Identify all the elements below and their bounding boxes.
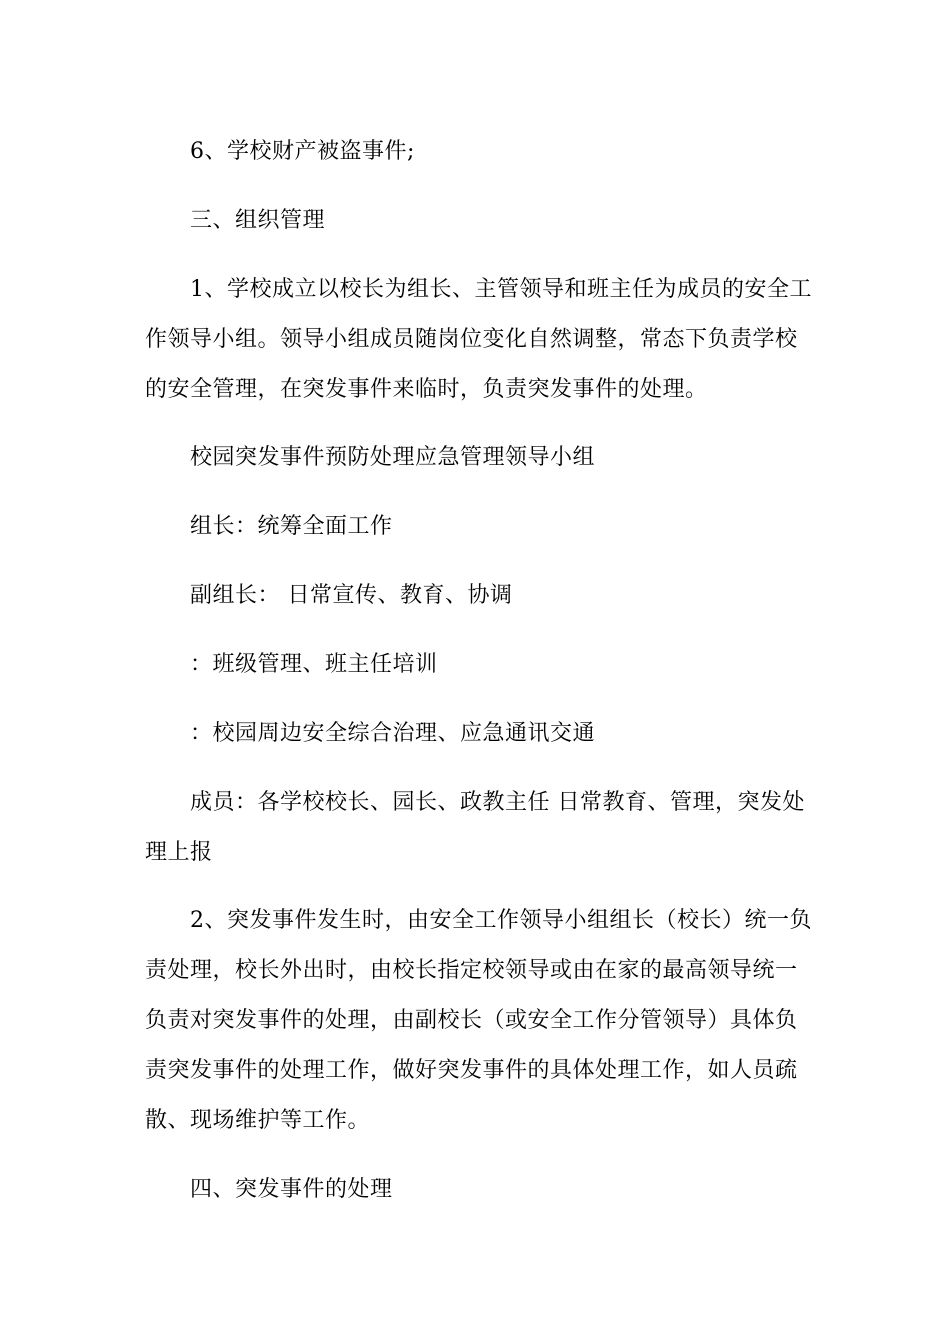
deputy-leader-line: 副组长： 日常宣传、教育、协调: [190, 583, 513, 608]
paragraph-1-line-2: 作领导小组。领导小组成员随岗位变化自然调整，常态下负责学校: [145, 327, 798, 352]
section-4-heading: 四、突发事件的处理: [190, 1177, 393, 1202]
campus-safety-line: ：校园周边安全综合治理、应急通讯交通: [190, 721, 596, 746]
paragraph-2-line-4: 责突发事件的处理工作，做好突发事件的具体处理工作，如人员疏: [145, 1058, 798, 1083]
members-line-1: 成员：各学校校长、园长、政教主任 日常教育、管理，突发处: [190, 790, 805, 815]
paragraph-1-line-1: 1、学校成立以校长为组长、主管领导和班主任为成员的安全工: [190, 277, 812, 302]
paragraph-2-line-5: 散、现场维护等工作。: [145, 1108, 371, 1133]
group-leader-line: 组长：统筹全面工作: [190, 514, 393, 539]
paragraph-2-line-2: 责处理，校长外出时，由校长指定校领导或由在家的最高领导统一: [145, 958, 798, 983]
members-line-2: 理上报: [145, 840, 213, 865]
class-management-line: ：班级管理、班主任培训: [190, 652, 438, 677]
paragraph-1-line-3: 的安全管理，在突发事件来临时，负责突发事件的处理。: [145, 377, 708, 402]
leadership-group-title: 校园突发事件预防处理应急管理领导小组: [190, 445, 596, 470]
paragraph-2-line-3: 负责对突发事件的处理，由副校长（或安全工作分管领导）具体负: [145, 1008, 798, 1033]
item-6-property-theft: 6、学校财产被盗事件;: [190, 139, 415, 164]
paragraph-2-line-1: 2、突发事件发生时，由安全工作领导小组组长（校长）统一负: [190, 908, 812, 933]
section-3-heading: 三、组织管理: [190, 208, 326, 233]
